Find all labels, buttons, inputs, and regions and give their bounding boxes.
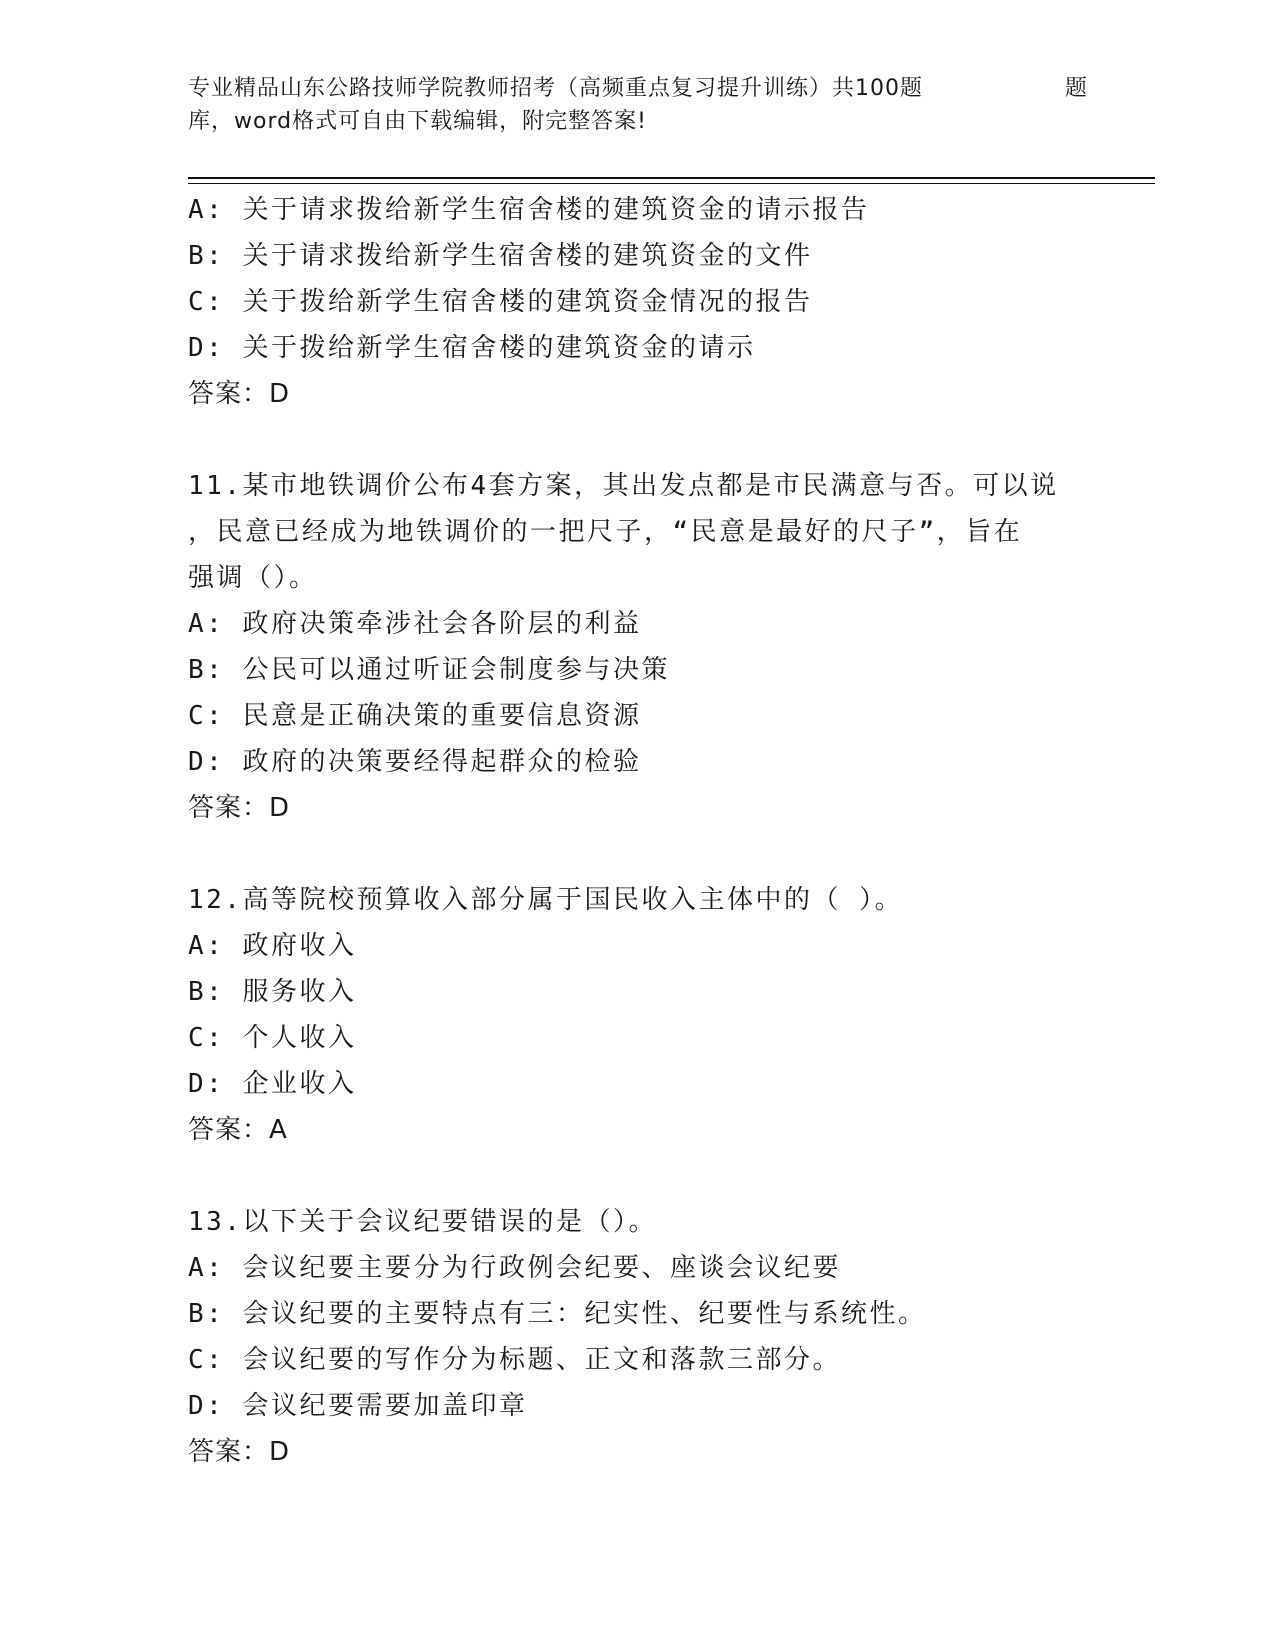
question-stem-line: 13.以下关于会议纪要错误的是（）。 <box>188 1207 657 1237</box>
spacer <box>188 831 1088 877</box>
question-stem-line: 12.高等院校预算收入部分属于国民收入主体中的（ ）。 <box>188 885 904 915</box>
question-stem-line: 强调（）。 <box>188 563 318 593</box>
question-11 <box>188 463 1088 831</box>
option-a: A: 会议纪要主要分为行政例会纪要、座谈会议纪要 <box>188 1253 841 1283</box>
header-line-2: 库，word格式可自由下载编辑，附完整答案! <box>188 109 647 134</box>
option-c: C: 个人收入 <box>188 1023 357 1053</box>
header-rule-thin <box>188 183 1155 184</box>
option-a: A: 关于请求拨给新学生宿舍楼的建筑资金的请示报告 <box>188 195 870 225</box>
option-b: B: 公民可以通过听证会制度参与决策 <box>188 655 670 685</box>
option-c: C: 关于拨给新学生宿舍楼的建筑资金情况的报告 <box>188 287 813 317</box>
option-d: D: 政府的决策要经得起群众的检验 <box>188 747 642 777</box>
header-rule-thick <box>188 177 1155 179</box>
answer: 答案：D <box>188 793 291 823</box>
answer: 答案：D <box>188 1437 291 1467</box>
option-c: C: 会议纪要的写作分为标题、正文和落款三部分。 <box>188 1345 841 1375</box>
option-d: D: 企业收入 <box>188 1069 357 1099</box>
header-title-tail: 题 <box>1064 76 1088 101</box>
question-13 <box>188 1199 1088 1475</box>
answer: 答案：D <box>188 379 291 409</box>
option-a: A: 政府决策牵涉社会各阶层的利益 <box>188 609 642 639</box>
header-title: 专业精品山东公路技师学院教师招考（高频重点复习提升训练）共100题 <box>188 76 923 101</box>
option-c: C: 民意是正确决策的重要信息资源 <box>188 701 642 731</box>
spacer <box>188 1153 1088 1199</box>
option-b: B: 关于请求拨给新学生宿舍楼的建筑资金的文件 <box>188 241 813 271</box>
document-body <box>188 187 1088 1475</box>
question-stem-line: 11.某市地铁调价公布4套方案，其出发点都是市民满意与否。可以说 <box>188 471 1059 501</box>
question-10-continued <box>188 187 1088 417</box>
question-12 <box>188 877 1088 1153</box>
answer: 答案：A <box>188 1115 288 1145</box>
option-b: B: 服务收入 <box>188 977 357 1007</box>
document-header <box>188 72 1088 138</box>
option-a: A: 政府收入 <box>188 931 357 961</box>
option-b: B: 会议纪要的主要特点有三：纪实性、纪要性与系统性。 <box>188 1299 927 1329</box>
spacer <box>188 417 1088 463</box>
option-d: D: 关于拨给新学生宿舍楼的建筑资金的请示 <box>188 333 756 363</box>
header-line-1 <box>188 72 1088 105</box>
option-d: D: 会议纪要需要加盖印章 <box>188 1391 528 1421</box>
question-stem-line: ，民意已经成为地铁调价的一把尺子，“民意是最好的尺子”，旨在 <box>188 517 1023 547</box>
